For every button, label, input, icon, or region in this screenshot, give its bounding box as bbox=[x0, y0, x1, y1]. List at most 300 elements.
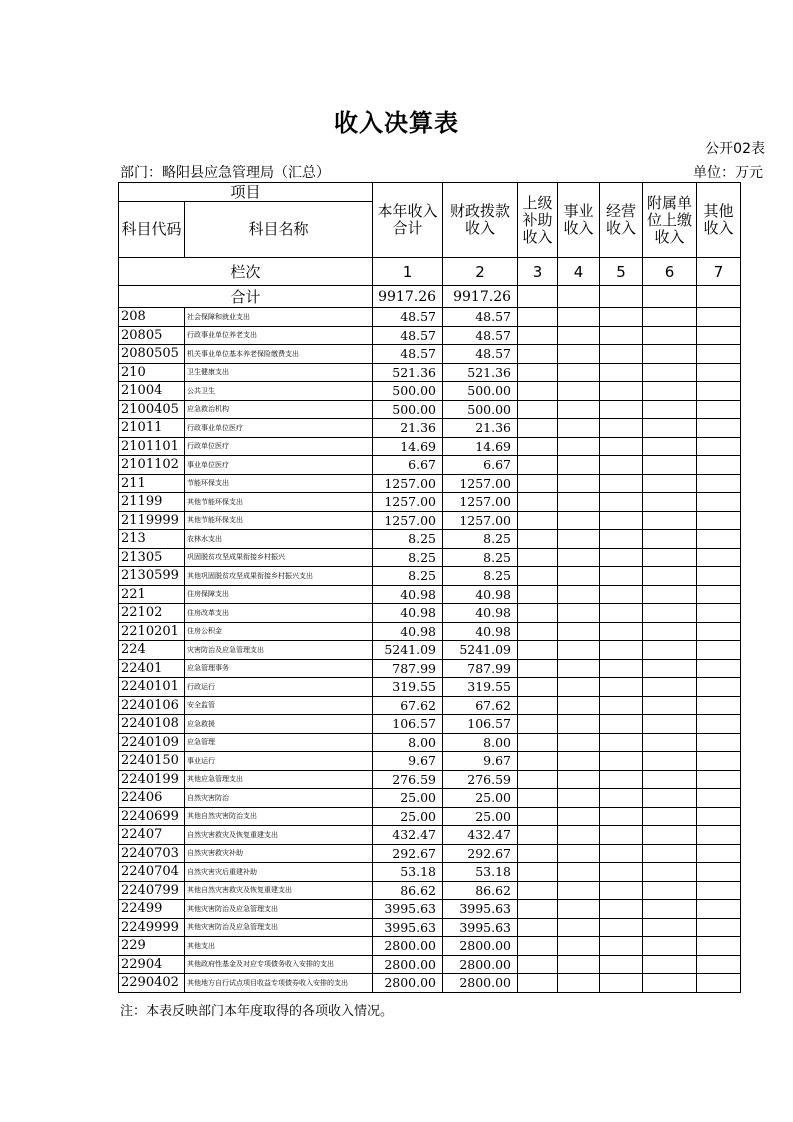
header-operating-income: 经营收入 bbox=[600, 183, 643, 258]
empty-cell bbox=[643, 456, 697, 475]
empty-cell bbox=[643, 863, 697, 882]
subject-name-cell: 应急救援 bbox=[185, 715, 373, 734]
subject-code-cell: 2240703 bbox=[119, 844, 185, 863]
empty-cell bbox=[518, 326, 558, 345]
empty-cell bbox=[643, 345, 697, 364]
empty-cell bbox=[600, 345, 643, 364]
fiscal-allocation-cell: 319.55 bbox=[443, 678, 518, 697]
empty-cell bbox=[697, 678, 741, 697]
empty-cell bbox=[600, 474, 643, 493]
total-income-cell: 1257.00 bbox=[373, 493, 443, 512]
subject-code-cell: 210 bbox=[119, 363, 185, 382]
footnote: 注：本表反映部门本年度取得的各项收入情况。 bbox=[120, 1004, 394, 1019]
table-row bbox=[119, 900, 741, 919]
empty-cell bbox=[697, 585, 741, 604]
empty-cell bbox=[643, 437, 697, 456]
lanci-1: 1 bbox=[373, 258, 443, 286]
empty-cell bbox=[600, 363, 643, 382]
empty-cell bbox=[600, 844, 643, 863]
fiscal-allocation-cell: 8.25 bbox=[443, 567, 518, 586]
total-income-cell: 53.18 bbox=[373, 863, 443, 882]
empty-cell bbox=[558, 622, 600, 641]
empty-cell bbox=[518, 770, 558, 789]
lanci-3: 3 bbox=[518, 258, 558, 286]
lanci-5: 5 bbox=[600, 258, 643, 286]
empty-cell bbox=[558, 474, 600, 493]
table-row bbox=[119, 807, 741, 826]
total-income-cell: 3995.63 bbox=[373, 918, 443, 937]
table-row bbox=[119, 789, 741, 808]
subject-code-cell: 224 bbox=[119, 641, 185, 660]
subject-code-cell: 22904 bbox=[119, 955, 185, 974]
total-income-cell: 8.25 bbox=[373, 567, 443, 586]
empty-cell bbox=[697, 826, 741, 845]
table-row bbox=[119, 844, 741, 863]
empty-cell bbox=[558, 752, 600, 771]
empty-cell bbox=[558, 308, 600, 327]
subject-name-cell: 行政事业单位医疗 bbox=[185, 419, 373, 438]
subject-code-cell: 21011 bbox=[119, 419, 185, 438]
fiscal-allocation-cell: 787.99 bbox=[443, 659, 518, 678]
empty-cell bbox=[518, 844, 558, 863]
table-row bbox=[119, 308, 741, 327]
fiscal-allocation-cell: 48.57 bbox=[443, 308, 518, 327]
income-table bbox=[118, 182, 741, 993]
table-row bbox=[119, 696, 741, 715]
empty-cell bbox=[697, 807, 741, 826]
empty-cell bbox=[697, 752, 741, 771]
subject-code-cell: 2240199 bbox=[119, 770, 185, 789]
empty-cell bbox=[643, 363, 697, 382]
total-income-cell: 5241.09 bbox=[373, 641, 443, 660]
fiscal-allocation-cell: 48.57 bbox=[443, 345, 518, 364]
empty-cell bbox=[558, 419, 600, 438]
total-fiscal-value: 9917.26 bbox=[443, 286, 518, 308]
empty-cell bbox=[643, 807, 697, 826]
table-row bbox=[119, 419, 741, 438]
empty-cell bbox=[600, 585, 643, 604]
total-income-cell: 9.67 bbox=[373, 752, 443, 771]
empty-cell bbox=[697, 530, 741, 549]
empty-cell bbox=[518, 863, 558, 882]
subject-code-cell: 21004 bbox=[119, 382, 185, 401]
department-label: 部门：略阳县应急管理局（汇总） bbox=[120, 165, 330, 181]
subject-code-cell: 211 bbox=[119, 474, 185, 493]
subject-code-cell: 2290402 bbox=[119, 974, 185, 993]
empty-cell bbox=[600, 696, 643, 715]
subject-code-cell: 2119999 bbox=[119, 511, 185, 530]
empty-cell bbox=[518, 900, 558, 919]
empty-cell bbox=[643, 955, 697, 974]
fiscal-allocation-cell: 2800.00 bbox=[443, 955, 518, 974]
empty-cell bbox=[600, 382, 643, 401]
empty-cell bbox=[518, 308, 558, 327]
empty-cell bbox=[643, 770, 697, 789]
empty-cell bbox=[600, 286, 643, 308]
table-row bbox=[119, 881, 741, 900]
subject-code-cell: 21305 bbox=[119, 548, 185, 567]
table-row bbox=[119, 752, 741, 771]
table-row bbox=[119, 604, 741, 623]
subject-name-cell: 其他应急管理支出 bbox=[185, 770, 373, 789]
empty-cell bbox=[600, 752, 643, 771]
total-income-cell: 6.67 bbox=[373, 456, 443, 475]
fiscal-allocation-cell: 276.59 bbox=[443, 770, 518, 789]
fiscal-allocation-cell: 1257.00 bbox=[443, 493, 518, 512]
empty-cell bbox=[643, 696, 697, 715]
header-other-income: 其他收入 bbox=[697, 183, 741, 258]
table-row bbox=[119, 974, 741, 993]
subject-name-cell: 自然灾害防治 bbox=[185, 789, 373, 808]
total-income-cell: 21.36 bbox=[373, 419, 443, 438]
subject-name-cell: 其他地方自行试点项目收益专项债券收入安排的支出 bbox=[185, 974, 373, 993]
empty-cell bbox=[600, 567, 643, 586]
empty-cell bbox=[600, 326, 643, 345]
empty-cell bbox=[697, 604, 741, 623]
total-income-cell: 3995.63 bbox=[373, 900, 443, 919]
subject-name-cell: 其他巩固脱贫攻坚成果衔接乡村振兴支出 bbox=[185, 567, 373, 586]
empty-cell bbox=[518, 604, 558, 623]
fiscal-allocation-cell: 40.98 bbox=[443, 622, 518, 641]
empty-cell bbox=[697, 789, 741, 808]
fiscal-allocation-cell: 5241.09 bbox=[443, 641, 518, 660]
fiscal-allocation-cell: 3995.63 bbox=[443, 900, 518, 919]
empty-cell bbox=[518, 400, 558, 419]
table-row bbox=[119, 530, 741, 549]
empty-cell bbox=[558, 345, 600, 364]
empty-cell bbox=[600, 807, 643, 826]
fiscal-allocation-cell: 2800.00 bbox=[443, 937, 518, 956]
lanci-2: 2 bbox=[443, 258, 518, 286]
empty-cell bbox=[643, 715, 697, 734]
empty-cell bbox=[558, 382, 600, 401]
empty-cell bbox=[600, 826, 643, 845]
empty-cell bbox=[558, 530, 600, 549]
empty-cell bbox=[518, 807, 558, 826]
empty-cell bbox=[643, 308, 697, 327]
empty-cell bbox=[600, 974, 643, 993]
empty-cell bbox=[558, 789, 600, 808]
fiscal-allocation-cell: 500.00 bbox=[443, 400, 518, 419]
subject-code-cell: 213 bbox=[119, 530, 185, 549]
lanci-6: 6 bbox=[643, 258, 697, 286]
empty-cell bbox=[558, 585, 600, 604]
empty-cell bbox=[518, 955, 558, 974]
table-row bbox=[119, 733, 741, 752]
table-row bbox=[119, 511, 741, 530]
header-superior-subsidy: 上级补助收入 bbox=[518, 183, 558, 258]
empty-cell bbox=[518, 363, 558, 382]
empty-cell bbox=[518, 585, 558, 604]
empty-cell bbox=[697, 308, 741, 327]
subject-code-cell: 20805 bbox=[119, 326, 185, 345]
total-income-cell: 25.00 bbox=[373, 789, 443, 808]
subject-name-cell: 住房改革支出 bbox=[185, 604, 373, 623]
total-income-cell: 8.25 bbox=[373, 530, 443, 549]
empty-cell bbox=[600, 530, 643, 549]
subject-name-cell: 自然灾害救灾及恢复重建支出 bbox=[185, 826, 373, 845]
empty-cell bbox=[518, 918, 558, 937]
subject-name-cell: 安全监管 bbox=[185, 696, 373, 715]
table-row bbox=[119, 567, 741, 586]
fiscal-allocation-cell: 521.36 bbox=[443, 363, 518, 382]
empty-cell bbox=[697, 918, 741, 937]
empty-cell bbox=[600, 900, 643, 919]
empty-cell bbox=[558, 918, 600, 937]
fiscal-allocation-cell: 432.47 bbox=[443, 826, 518, 845]
empty-cell bbox=[600, 437, 643, 456]
subject-code-cell: 2130599 bbox=[119, 567, 185, 586]
table-row bbox=[119, 770, 741, 789]
subject-code-cell: 2240109 bbox=[119, 733, 185, 752]
empty-cell bbox=[558, 696, 600, 715]
empty-cell bbox=[518, 752, 558, 771]
subject-code-cell: 2240799 bbox=[119, 881, 185, 900]
subject-code-cell: 21199 bbox=[119, 493, 185, 512]
empty-cell bbox=[518, 678, 558, 697]
subject-code-cell: 208 bbox=[119, 308, 185, 327]
empty-cell bbox=[697, 974, 741, 993]
total-income-cell: 2800.00 bbox=[373, 974, 443, 993]
table-row bbox=[119, 493, 741, 512]
empty-cell bbox=[558, 807, 600, 826]
empty-cell bbox=[643, 641, 697, 660]
total-income-cell: 40.98 bbox=[373, 585, 443, 604]
empty-cell bbox=[600, 770, 643, 789]
empty-cell bbox=[518, 937, 558, 956]
empty-cell bbox=[643, 567, 697, 586]
empty-cell bbox=[697, 345, 741, 364]
subject-code-cell: 2249999 bbox=[119, 918, 185, 937]
subject-code-cell: 229 bbox=[119, 937, 185, 956]
table-row bbox=[119, 585, 741, 604]
fiscal-allocation-cell: 3995.63 bbox=[443, 918, 518, 937]
empty-cell bbox=[518, 419, 558, 438]
empty-cell bbox=[643, 752, 697, 771]
subject-code-cell: 2101101 bbox=[119, 437, 185, 456]
header-total-income: 本年收入合计 bbox=[373, 183, 443, 258]
subject-name-cell: 机关事业单位基本养老保险缴费支出 bbox=[185, 345, 373, 364]
subject-code-cell: 22401 bbox=[119, 659, 185, 678]
total-income-cell: 500.00 bbox=[373, 382, 443, 401]
empty-cell bbox=[518, 345, 558, 364]
subject-code-cell: 22406 bbox=[119, 789, 185, 808]
total-income-cell: 1257.00 bbox=[373, 511, 443, 530]
empty-cell bbox=[558, 900, 600, 919]
subject-name-cell: 住房保障支出 bbox=[185, 585, 373, 604]
empty-cell bbox=[643, 511, 697, 530]
total-income-cell: 432.47 bbox=[373, 826, 443, 845]
empty-cell bbox=[518, 548, 558, 567]
subject-code-cell: 2080505 bbox=[119, 345, 185, 364]
empty-cell bbox=[558, 326, 600, 345]
empty-cell bbox=[600, 622, 643, 641]
empty-cell bbox=[643, 974, 697, 993]
empty-cell bbox=[643, 493, 697, 512]
empty-cell bbox=[600, 456, 643, 475]
empty-cell bbox=[643, 382, 697, 401]
empty-cell bbox=[643, 900, 697, 919]
empty-cell bbox=[697, 641, 741, 660]
subject-name-cell: 应急管理 bbox=[185, 733, 373, 752]
empty-cell bbox=[600, 918, 643, 937]
empty-cell bbox=[518, 659, 558, 678]
empty-cell bbox=[643, 474, 697, 493]
total-income-cell: 40.98 bbox=[373, 604, 443, 623]
empty-cell bbox=[697, 326, 741, 345]
total-income-cell: 1257.00 bbox=[373, 474, 443, 493]
fiscal-allocation-cell: 67.62 bbox=[443, 696, 518, 715]
empty-cell bbox=[558, 715, 600, 734]
empty-cell bbox=[600, 400, 643, 419]
total-income-cell: 8.00 bbox=[373, 733, 443, 752]
empty-cell bbox=[518, 974, 558, 993]
subject-code-cell: 2240108 bbox=[119, 715, 185, 734]
empty-cell bbox=[697, 659, 741, 678]
empty-cell bbox=[697, 382, 741, 401]
empty-cell bbox=[697, 863, 741, 882]
total-income-cell: 787.99 bbox=[373, 659, 443, 678]
empty-cell bbox=[643, 585, 697, 604]
empty-cell bbox=[518, 715, 558, 734]
subject-name-cell: 其他灾害防治及应急管理支出 bbox=[185, 918, 373, 937]
subject-code-cell: 22499 bbox=[119, 900, 185, 919]
empty-cell bbox=[558, 937, 600, 956]
subject-name-cell: 其他灾害防治及应急管理支出 bbox=[185, 900, 373, 919]
empty-cell bbox=[558, 437, 600, 456]
empty-cell bbox=[643, 622, 697, 641]
empty-cell bbox=[697, 770, 741, 789]
subject-name-cell: 其他节能环保支出 bbox=[185, 493, 373, 512]
empty-cell bbox=[643, 530, 697, 549]
table-row bbox=[119, 400, 741, 419]
empty-cell bbox=[600, 881, 643, 900]
fiscal-allocation-cell: 292.67 bbox=[443, 844, 518, 863]
fiscal-allocation-cell: 6.67 bbox=[443, 456, 518, 475]
table-row bbox=[119, 715, 741, 734]
subject-name-cell: 行政事业单位养老支出 bbox=[185, 326, 373, 345]
empty-cell bbox=[643, 844, 697, 863]
empty-cell bbox=[697, 437, 741, 456]
fiscal-allocation-cell: 106.57 bbox=[443, 715, 518, 734]
empty-cell bbox=[518, 826, 558, 845]
empty-cell bbox=[697, 511, 741, 530]
fiscal-allocation-cell: 14.69 bbox=[443, 437, 518, 456]
fiscal-allocation-cell: 2800.00 bbox=[443, 974, 518, 993]
empty-cell bbox=[558, 659, 600, 678]
empty-cell bbox=[558, 733, 600, 752]
total-income-cell: 86.62 bbox=[373, 881, 443, 900]
empty-cell bbox=[600, 789, 643, 808]
total-income-cell: 40.98 bbox=[373, 622, 443, 641]
empty-cell bbox=[600, 419, 643, 438]
page-title: 收入决算表 bbox=[334, 109, 459, 137]
table-row bbox=[119, 826, 741, 845]
total-income-cell: 500.00 bbox=[373, 400, 443, 419]
subject-name-cell: 行政运行 bbox=[185, 678, 373, 697]
empty-cell bbox=[518, 530, 558, 549]
subject-code-cell: 2240704 bbox=[119, 863, 185, 882]
table-row bbox=[119, 641, 741, 660]
header-fiscal-allocation: 财政拨款收入 bbox=[443, 183, 518, 258]
table-row bbox=[119, 326, 741, 345]
empty-cell bbox=[643, 733, 697, 752]
subject-code-cell: 2240699 bbox=[119, 807, 185, 826]
subject-name-cell: 卫生健康支出 bbox=[185, 363, 373, 382]
empty-cell bbox=[518, 881, 558, 900]
empty-cell bbox=[643, 400, 697, 419]
subject-name-cell: 公共卫生 bbox=[185, 382, 373, 401]
table-row bbox=[119, 678, 741, 697]
subject-code-cell: 221 bbox=[119, 585, 185, 604]
subject-code-cell: 2240106 bbox=[119, 696, 185, 715]
empty-cell bbox=[558, 567, 600, 586]
empty-cell bbox=[643, 881, 697, 900]
empty-cell bbox=[558, 826, 600, 845]
empty-cell bbox=[697, 286, 741, 308]
fiscal-allocation-cell: 9.67 bbox=[443, 752, 518, 771]
empty-cell bbox=[518, 789, 558, 808]
empty-cell bbox=[600, 863, 643, 882]
empty-cell bbox=[558, 678, 600, 697]
lanci-4: 4 bbox=[558, 258, 600, 286]
empty-cell bbox=[697, 955, 741, 974]
subject-name-cell: 巩固脱贫攻坚成果衔接乡村振兴 bbox=[185, 548, 373, 567]
empty-cell bbox=[600, 955, 643, 974]
header-subject-name: 科目名称 bbox=[185, 202, 373, 258]
empty-cell bbox=[697, 881, 741, 900]
empty-cell bbox=[558, 493, 600, 512]
empty-cell bbox=[558, 863, 600, 882]
header-business-income: 事业收入 bbox=[558, 183, 600, 258]
empty-cell bbox=[558, 511, 600, 530]
subject-name-cell: 事业运行 bbox=[185, 752, 373, 771]
subject-name-cell: 其他支出 bbox=[185, 937, 373, 956]
empty-cell bbox=[643, 326, 697, 345]
fiscal-allocation-cell: 500.00 bbox=[443, 382, 518, 401]
subject-code-cell: 22407 bbox=[119, 826, 185, 845]
form-number: 公开02表 bbox=[705, 141, 765, 157]
fiscal-allocation-cell: 8.25 bbox=[443, 548, 518, 567]
fiscal-allocation-cell: 25.00 bbox=[443, 789, 518, 808]
empty-cell bbox=[697, 715, 741, 734]
total-label: 合计 bbox=[119, 286, 373, 308]
subject-name-cell: 行政单位医疗 bbox=[185, 437, 373, 456]
empty-cell bbox=[558, 400, 600, 419]
empty-cell bbox=[643, 286, 697, 308]
total-income-cell: 521.36 bbox=[373, 363, 443, 382]
empty-cell bbox=[643, 604, 697, 623]
total-income-cell: 2800.00 bbox=[373, 955, 443, 974]
table-row bbox=[119, 659, 741, 678]
empty-cell bbox=[643, 918, 697, 937]
fiscal-allocation-cell: 8.00 bbox=[443, 733, 518, 752]
empty-cell bbox=[697, 363, 741, 382]
empty-cell bbox=[518, 733, 558, 752]
empty-cell bbox=[600, 659, 643, 678]
empty-cell bbox=[697, 733, 741, 752]
empty-cell bbox=[697, 900, 741, 919]
total-income-cell: 14.69 bbox=[373, 437, 443, 456]
table-row bbox=[119, 955, 741, 974]
subject-code-cell: 2210201 bbox=[119, 622, 185, 641]
subject-name-cell: 住房公积金 bbox=[185, 622, 373, 641]
table-row bbox=[119, 382, 741, 401]
subject-name-cell: 节能环保支出 bbox=[185, 474, 373, 493]
table-row bbox=[119, 937, 741, 956]
fiscal-allocation-cell: 25.00 bbox=[443, 807, 518, 826]
table-row bbox=[119, 363, 741, 382]
